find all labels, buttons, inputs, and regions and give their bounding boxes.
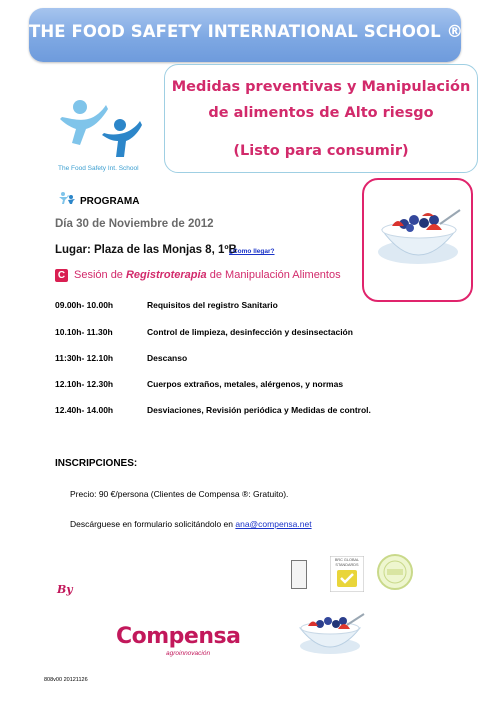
certificate-badge-icon [291,560,307,589]
event-date: Día 30 de Noviembre de 2012 [55,218,214,230]
schedule-time: 10.10h- 11.30h [55,327,113,337]
footer-code: 808v00 20121126 [44,677,88,683]
brc-standards-logo [330,556,364,592]
schedule-time: 09.00h- 10.00h [55,300,114,310]
inscriptions-title: INSCRIPCIONES: [55,458,138,469]
schedule-desc: Requisitos del registro Sanitario [147,300,278,310]
course-title-line3: (Listo para consumir) [233,143,409,159]
compensa-tagline: agroinnovación [166,650,211,657]
compensa-logo: Compensa [116,624,241,649]
yogurt-bowl-small-image [290,600,370,665]
price-text: Precio: 90 €/persona (Clientes de Compensa ®: Gratuito). [70,489,289,499]
program-icon [58,191,76,210]
schedule-time: 11:30h- 12.10h [55,353,114,363]
by-label: By [57,583,73,596]
session-badge: C [55,269,68,282]
course-title-line1: Medidas preventivas y Manipulación [171,79,471,95]
download-label: Descárguese en formulario solicitándolo en [70,519,236,529]
yogurt-bowl-image [364,180,471,300]
how-to-get-link[interactable]: ¿Como llegar? [229,248,275,255]
schedule-desc: Descanso [147,353,188,363]
schedule-desc: Control de limpieza, desinfección y desinsectación [147,327,353,337]
logo-caption: The Food Safety Int. School [58,165,139,172]
schedule-desc: Cuerpos extraños, metales, alérgenos, y normas [147,379,344,389]
food-photo-frame [362,178,473,302]
session-suffix: de Manipulación Alimentos [206,269,341,281]
people-logo-icon [58,95,148,165]
course-title-line2: de alimentos de Alto riesgo [208,105,434,121]
schedule-time: 12.40h- 14.00h [55,405,114,415]
school-logo [58,95,148,165]
ifs-seal-icon [375,553,415,591]
header-banner [29,8,464,62]
event-place: Lugar: Plaza de las Monjas 8, 1ºB [55,244,237,256]
schedule-time: 12.10h- 12.30h [55,379,114,389]
program-title: PROGRAMA [80,196,140,207]
download-text [70,519,312,529]
email-link[interactable]: ana@compensa.net [235,519,312,529]
schedule-desc: Desviaciones, Revisión periódica y Medidas de control. [147,405,371,415]
session-italic: Registroterapia [125,269,207,281]
session-title [74,269,341,281]
header-title: THE FOOD SAFETY INTERNATIONAL SCHOOL ® [29,22,464,41]
course-title-box [164,64,478,173]
session-prefix: Sesión de [74,269,126,281]
brc-label: BRC GLOBAL STANDARDS [334,558,360,567]
